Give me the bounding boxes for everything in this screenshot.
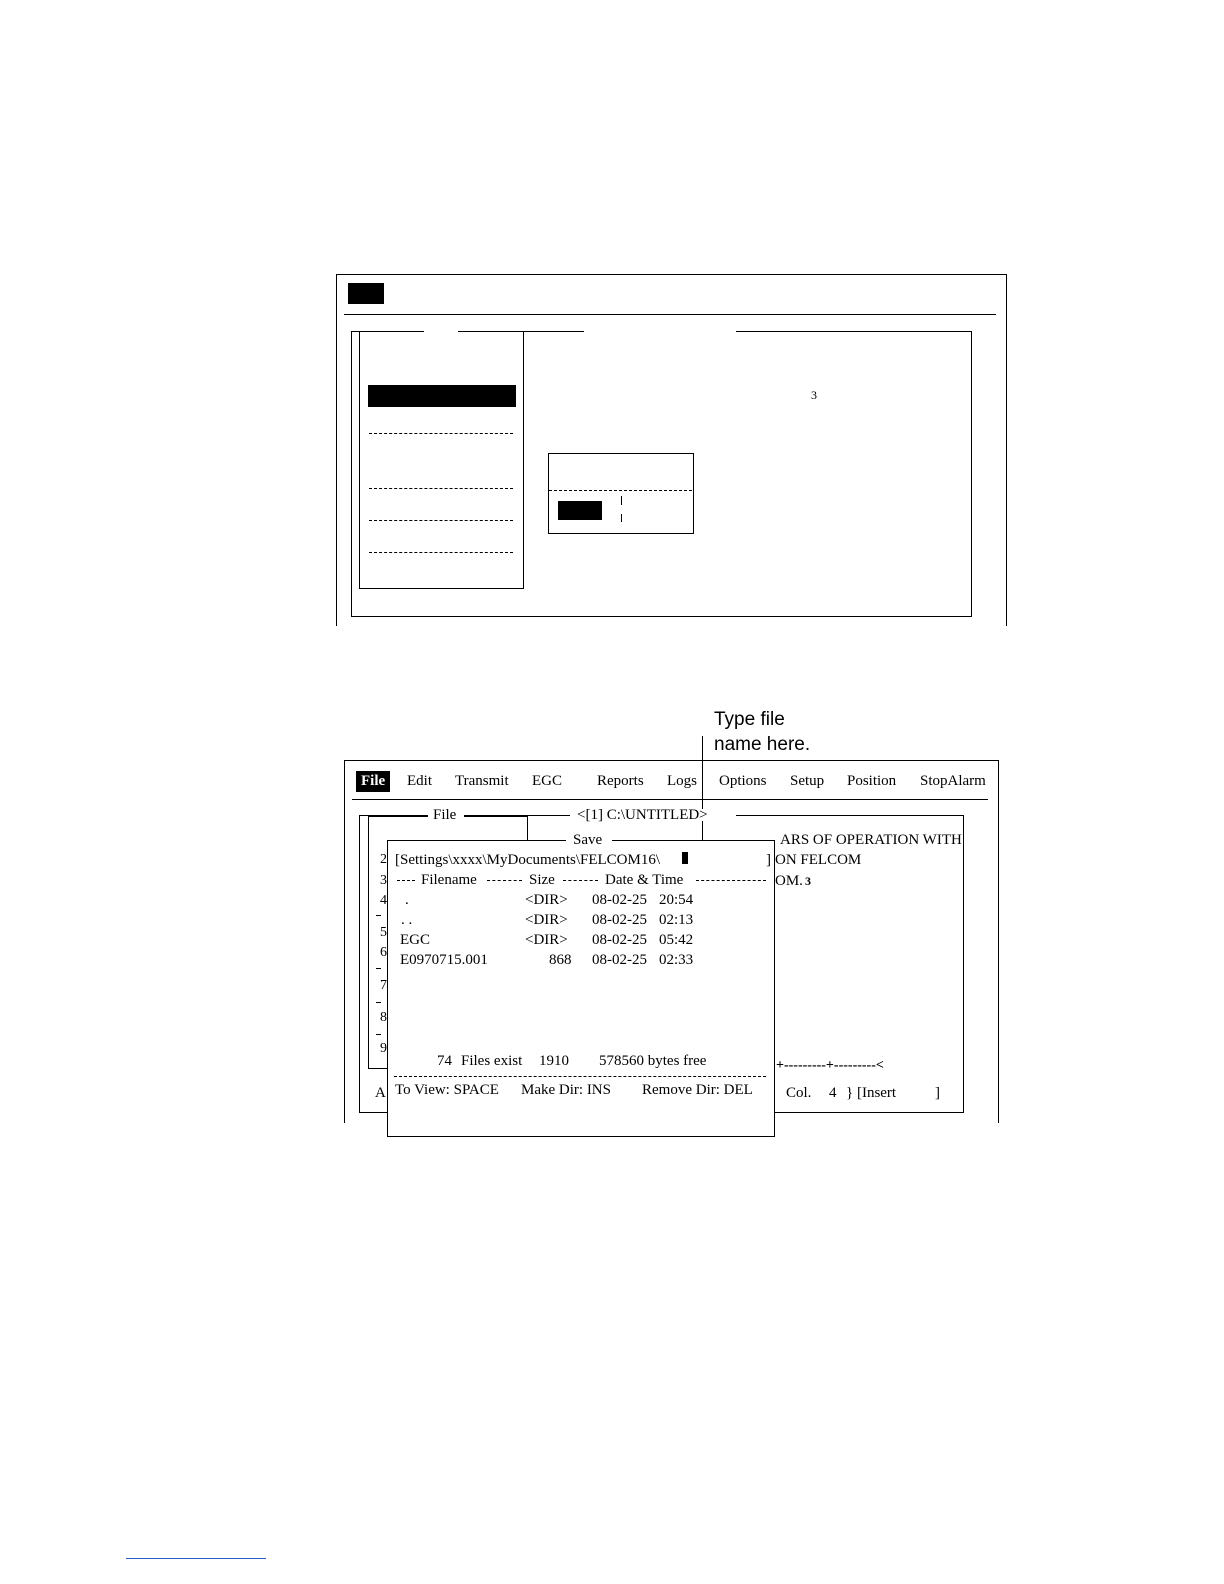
line-number: 3 [380,873,387,888]
editor-line-2: ON FELCOM [775,852,862,868]
file-name: . [405,892,409,908]
files-exist-label: Files exist [461,1053,523,1069]
file-size: <DIR> [525,912,568,928]
line-number: 5 [380,925,387,940]
editor-ruler: +---------+---------< [776,1058,884,1073]
menu-reports[interactable]: Reports [597,773,644,789]
status-col-value: 4 [829,1085,837,1101]
files-number: 1910 [539,1053,569,1069]
top-file-menu-selected[interactable] [368,385,516,407]
editor-title: <[1] C:\UNTITLED> [577,807,708,823]
file-date: 08-02-25 [592,912,647,928]
menu-file[interactable]: File [356,771,390,792]
file-time: 02:13 [659,912,694,928]
key-view: To View: SPACE [395,1082,499,1098]
menu-transmit[interactable]: Transmit [455,773,509,789]
status-col-label: Col. [786,1085,812,1101]
status-end: ] [935,1085,940,1101]
top-file-menu [359,331,524,589]
save-dialog-title: Save [573,832,603,848]
save-path-value: [Settings\xxxx\MyDocuments\FELCOM16\ [395,852,661,868]
top-menu-highlight[interactable] [348,283,384,304]
file-size: <DIR> [525,892,568,908]
file-size: 868 [549,952,572,968]
file-date: 08-02-25 [592,952,647,968]
file-time: 05:42 [659,932,694,948]
top-cursor: 3 [811,388,817,402]
save-path-end: ] [766,852,771,868]
line-number: 7 [380,978,387,993]
line-number: 4 [380,893,387,908]
header-datetime: Date & Time [605,872,684,888]
file-size: <DIR> [525,932,568,948]
key-make-dir: Make Dir: INS [521,1082,611,1098]
file-time: 02:33 [659,952,694,968]
file-name: . . [401,912,413,928]
header-size: Size [529,872,555,888]
status-mode: } [Insert [846,1085,897,1101]
menu-position[interactable]: Position [847,773,897,789]
editor-line-1: ARS OF OPERATION WITH [780,832,962,848]
file-name: E0970715.001 [400,952,488,968]
file-time: 20:54 [659,892,694,908]
file-date: 08-02-25 [592,932,647,948]
callout-line-2: name here. [714,734,811,755]
status-left: A [375,1085,386,1101]
menu-edit[interactable]: Edit [407,773,432,789]
key-remove-dir: Remove Dir: DEL [642,1082,753,1098]
menu-stopalarm[interactable]: StopAlarm [920,773,986,789]
header-filename: Filename [421,872,477,888]
menu-setup[interactable]: Setup [790,773,825,789]
menu-egc[interactable]: EGC [532,773,562,789]
editor-cursor: 3 [805,874,811,888]
text-cursor [682,852,688,864]
files-count: 74 [437,1053,452,1069]
file-menu-title: File [433,807,457,823]
line-number: 9 [380,1041,387,1056]
menu-options[interactable]: Options [719,773,767,789]
callout-line-1: Type file [714,709,785,730]
file-name: EGC [400,932,430,948]
top-dialog-button[interactable] [558,501,602,520]
line-number: 6 [380,945,387,960]
page-footer-rule [126,1558,266,1559]
bytes-free: 578560 bytes free [599,1053,707,1069]
editor-line-3: OM. [775,873,803,889]
file-date: 08-02-25 [592,892,647,908]
line-number: 2 [380,852,387,867]
line-number: 8 [380,1010,387,1025]
menu-logs[interactable]: Logs [667,773,697,789]
